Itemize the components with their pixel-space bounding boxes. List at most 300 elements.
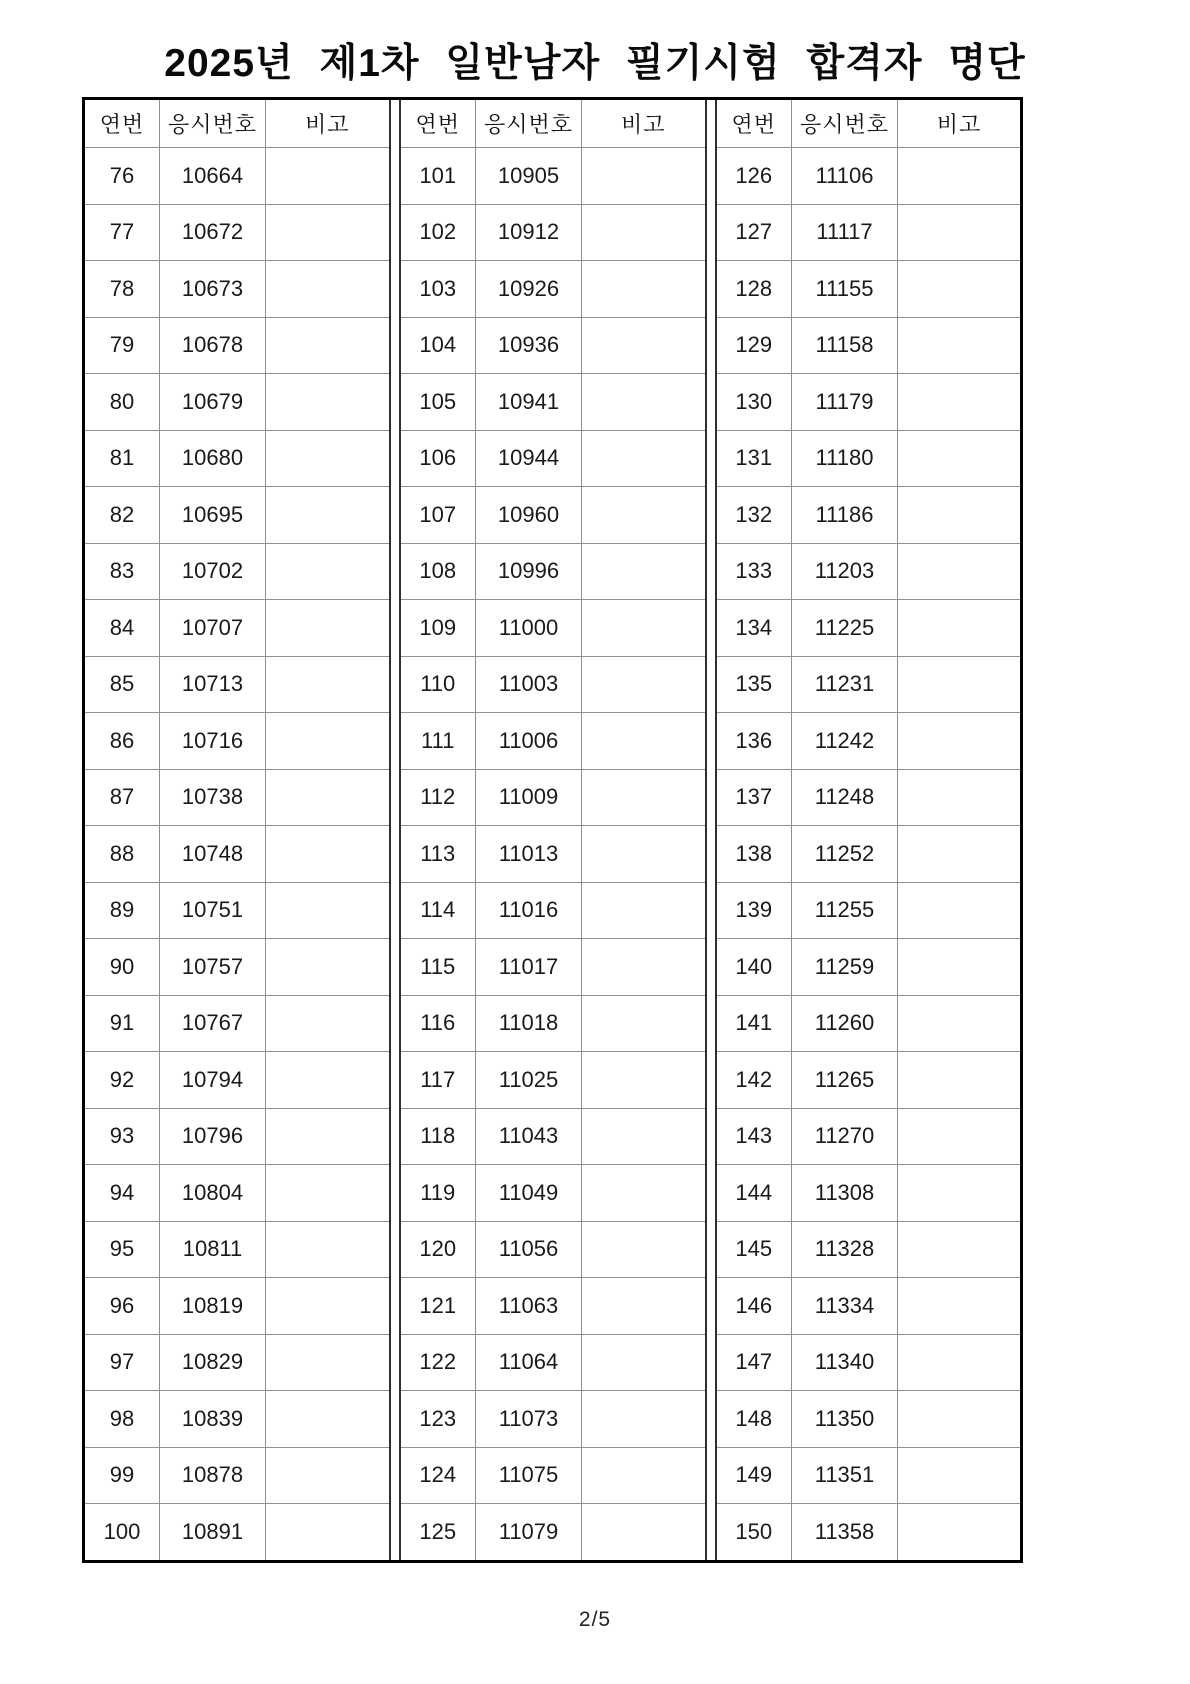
serial-cell: 87 <box>84 769 160 826</box>
remark-cell <box>266 882 390 939</box>
remark-cell <box>582 1391 706 1448</box>
remark-cell <box>582 826 706 883</box>
remark-cell <box>266 769 390 826</box>
remark-cell <box>898 1221 1022 1278</box>
group-divider <box>390 1108 400 1165</box>
remark-cell <box>582 600 706 657</box>
remark-cell <box>898 1504 1022 1562</box>
serial-cell: 91 <box>84 995 160 1052</box>
group-divider <box>390 374 400 431</box>
candidate-number-cell: 11117 <box>792 204 898 261</box>
candidate-number-cell: 11179 <box>792 374 898 431</box>
candidate-number-cell: 10891 <box>160 1504 266 1562</box>
serial-cell: 150 <box>716 1504 792 1562</box>
group-divider <box>706 487 716 544</box>
table-row <box>84 1052 1022 1109</box>
serial-cell: 100 <box>84 1504 160 1562</box>
remark-cell <box>582 1447 706 1504</box>
remark-cell <box>898 1391 1022 1448</box>
candidate-number-cell: 11075 <box>476 1447 582 1504</box>
group-divider <box>706 148 716 205</box>
remark-cell <box>582 543 706 600</box>
table-body <box>84 148 1022 1562</box>
group-divider <box>706 374 716 431</box>
page-title: 2025년 제1차 일반남자 필기시험 합격자 명단 <box>164 42 1026 85</box>
candidate-number-cell: 10960 <box>476 487 582 544</box>
candidate-number-cell: 11225 <box>792 600 898 657</box>
serial-cell: 92 <box>84 1052 160 1109</box>
serial-cell: 105 <box>400 374 476 431</box>
group-divider <box>706 995 716 1052</box>
serial-cell: 127 <box>716 204 792 261</box>
remark-cell <box>898 317 1022 374</box>
serial-cell: 76 <box>84 148 160 205</box>
serial-header: 연번 <box>84 99 160 148</box>
serial-cell: 117 <box>400 1052 476 1109</box>
serial-cell: 79 <box>84 317 160 374</box>
candidate-number-cell: 11203 <box>792 543 898 600</box>
serial-cell: 83 <box>84 543 160 600</box>
candidate-number-cell: 11155 <box>792 261 898 318</box>
table-row <box>84 1504 1022 1562</box>
remark-cell <box>582 656 706 713</box>
serial-cell: 112 <box>400 769 476 826</box>
table-row <box>84 317 1022 374</box>
serial-cell: 86 <box>84 713 160 770</box>
candidate-number-cell: 11064 <box>476 1334 582 1391</box>
group-divider <box>706 430 716 487</box>
remark-cell <box>582 1165 706 1222</box>
group-divider <box>390 1447 400 1504</box>
candidate-number-cell: 10941 <box>476 374 582 431</box>
serial-cell: 85 <box>84 656 160 713</box>
table-row <box>84 1165 1022 1222</box>
group-divider <box>706 204 716 261</box>
group-divider <box>706 939 716 996</box>
candidate-number-cell: 11252 <box>792 826 898 883</box>
serial-cell: 122 <box>400 1334 476 1391</box>
remark-header: 비고 <box>898 99 1022 148</box>
candidate-number-cell: 10944 <box>476 430 582 487</box>
remark-cell <box>582 430 706 487</box>
group-divider <box>706 1221 716 1278</box>
remark-cell <box>266 374 390 431</box>
remark-cell <box>582 1504 706 1562</box>
remark-cell <box>898 713 1022 770</box>
serial-cell: 121 <box>400 1278 476 1335</box>
serial-header: 연번 <box>716 99 792 148</box>
serial-cell: 146 <box>716 1278 792 1335</box>
candidate-number-cell: 10839 <box>160 1391 266 1448</box>
candidate-number-cell: 11242 <box>792 713 898 770</box>
candidate-number-cell: 11073 <box>476 1391 582 1448</box>
remark-cell <box>266 656 390 713</box>
remark-cell <box>266 1052 390 1109</box>
serial-cell: 125 <box>400 1504 476 1562</box>
group-divider <box>390 1391 400 1448</box>
candidate-number-cell: 11351 <box>792 1447 898 1504</box>
candidate-number-cell: 10996 <box>476 543 582 600</box>
candidate-number-cell: 11006 <box>476 713 582 770</box>
candidate-number-cell: 11018 <box>476 995 582 1052</box>
serial-cell: 82 <box>84 487 160 544</box>
table-row <box>84 826 1022 883</box>
candidate-number-cell: 10716 <box>160 713 266 770</box>
remark-cell <box>582 317 706 374</box>
table-row <box>84 713 1022 770</box>
remark-cell <box>898 204 1022 261</box>
remark-cell <box>266 487 390 544</box>
remark-header: 비고 <box>266 99 390 148</box>
table-row <box>84 939 1022 996</box>
group-divider <box>706 1052 716 1109</box>
candidate-number-cell: 11049 <box>476 1165 582 1222</box>
table-row <box>84 1447 1022 1504</box>
candidate-number-header: 응시번호 <box>160 99 266 148</box>
candidate-number-cell: 11248 <box>792 769 898 826</box>
remark-cell <box>266 1447 390 1504</box>
table-row <box>84 882 1022 939</box>
candidate-number-cell: 11017 <box>476 939 582 996</box>
serial-cell: 94 <box>84 1165 160 1222</box>
serial-cell: 80 <box>84 374 160 431</box>
serial-cell: 104 <box>400 317 476 374</box>
remark-header: 비고 <box>582 99 706 148</box>
candidate-number-cell: 11063 <box>476 1278 582 1335</box>
candidate-number-cell: 10878 <box>160 1447 266 1504</box>
serial-cell: 148 <box>716 1391 792 1448</box>
serial-cell: 123 <box>400 1391 476 1448</box>
candidate-number-cell: 11079 <box>476 1504 582 1562</box>
candidate-number-cell: 10819 <box>160 1278 266 1335</box>
remark-cell <box>582 374 706 431</box>
group-divider <box>390 543 400 600</box>
group-divider <box>706 826 716 883</box>
candidate-number-cell: 11013 <box>476 826 582 883</box>
serial-cell: 133 <box>716 543 792 600</box>
serial-cell: 116 <box>400 995 476 1052</box>
remark-cell <box>898 261 1022 318</box>
remark-cell <box>266 430 390 487</box>
table-row <box>84 1391 1022 1448</box>
remark-cell <box>898 148 1022 205</box>
group-divider <box>706 99 716 148</box>
group-divider <box>390 1334 400 1391</box>
candidate-number-cell: 10695 <box>160 487 266 544</box>
group-divider <box>706 261 716 318</box>
remark-cell <box>266 1221 390 1278</box>
group-divider <box>706 713 716 770</box>
remark-cell <box>898 1447 1022 1504</box>
candidate-number-cell: 11358 <box>792 1504 898 1562</box>
remark-cell <box>582 1052 706 1109</box>
pass-list-table <box>82 97 1023 1563</box>
group-divider <box>706 600 716 657</box>
remark-cell <box>266 600 390 657</box>
serial-cell: 81 <box>84 430 160 487</box>
candidate-number-cell: 11003 <box>476 656 582 713</box>
candidate-number-cell: 11043 <box>476 1108 582 1165</box>
candidate-number-cell: 11308 <box>792 1165 898 1222</box>
serial-cell: 90 <box>84 939 160 996</box>
remark-cell <box>266 204 390 261</box>
remark-cell <box>582 1278 706 1335</box>
group-divider <box>390 148 400 205</box>
remark-cell <box>266 317 390 374</box>
remark-cell <box>898 1278 1022 1335</box>
remark-cell <box>266 1278 390 1335</box>
serial-cell: 145 <box>716 1221 792 1278</box>
remark-cell <box>582 1108 706 1165</box>
remark-cell <box>266 995 390 1052</box>
group-divider <box>706 1278 716 1335</box>
remark-cell <box>582 939 706 996</box>
remark-cell <box>582 261 706 318</box>
remark-cell <box>898 1052 1022 1109</box>
remark-cell <box>266 1334 390 1391</box>
remark-cell <box>582 713 706 770</box>
serial-cell: 119 <box>400 1165 476 1222</box>
candidate-number-header: 응시번호 <box>792 99 898 148</box>
serial-cell: 114 <box>400 882 476 939</box>
group-divider <box>706 1504 716 1562</box>
table-row <box>84 995 1022 1052</box>
serial-cell: 131 <box>716 430 792 487</box>
group-divider <box>390 1165 400 1222</box>
table-row <box>84 1334 1022 1391</box>
serial-cell: 126 <box>716 148 792 205</box>
candidate-number-cell: 10936 <box>476 317 582 374</box>
serial-cell: 102 <box>400 204 476 261</box>
table-row <box>84 769 1022 826</box>
group-divider <box>390 1052 400 1109</box>
remark-cell <box>898 487 1022 544</box>
group-divider <box>390 826 400 883</box>
remark-cell <box>582 769 706 826</box>
table-row <box>84 430 1022 487</box>
candidate-number-cell: 10673 <box>160 261 266 318</box>
group-divider <box>390 317 400 374</box>
remark-cell <box>266 261 390 318</box>
candidate-number-cell: 11016 <box>476 882 582 939</box>
serial-cell: 113 <box>400 826 476 883</box>
serial-cell: 115 <box>400 939 476 996</box>
candidate-number-cell: 11350 <box>792 1391 898 1448</box>
serial-cell: 96 <box>84 1278 160 1335</box>
group-divider <box>390 769 400 826</box>
remark-cell <box>582 882 706 939</box>
candidate-number-cell: 10672 <box>160 204 266 261</box>
group-divider <box>390 261 400 318</box>
serial-cell: 120 <box>400 1221 476 1278</box>
remark-cell <box>582 995 706 1052</box>
serial-cell: 97 <box>84 1334 160 1391</box>
group-divider <box>390 939 400 996</box>
serial-cell: 132 <box>716 487 792 544</box>
group-divider <box>706 1334 716 1391</box>
serial-cell: 98 <box>84 1391 160 1448</box>
remark-cell <box>898 826 1022 883</box>
candidate-number-cell: 10794 <box>160 1052 266 1109</box>
serial-cell: 89 <box>84 882 160 939</box>
candidate-number-cell: 10804 <box>160 1165 266 1222</box>
group-divider <box>706 1447 716 1504</box>
candidate-number-cell: 10748 <box>160 826 266 883</box>
group-divider <box>706 656 716 713</box>
serial-cell: 135 <box>716 656 792 713</box>
candidate-number-cell: 10751 <box>160 882 266 939</box>
serial-cell: 136 <box>716 713 792 770</box>
table-row <box>84 374 1022 431</box>
remark-cell <box>582 1334 706 1391</box>
remark-cell <box>898 1108 1022 1165</box>
group-divider <box>390 656 400 713</box>
group-divider <box>390 995 400 1052</box>
serial-cell: 84 <box>84 600 160 657</box>
candidate-number-cell: 10738 <box>160 769 266 826</box>
candidate-number-cell: 10905 <box>476 148 582 205</box>
table-row <box>84 1221 1022 1278</box>
serial-cell: 111 <box>400 713 476 770</box>
table-row <box>84 204 1022 261</box>
candidate-number-cell: 11334 <box>792 1278 898 1335</box>
candidate-number-cell: 10678 <box>160 317 266 374</box>
candidate-number-cell: 10679 <box>160 374 266 431</box>
remark-cell <box>266 1504 390 1562</box>
serial-cell: 78 <box>84 261 160 318</box>
group-divider <box>390 487 400 544</box>
candidate-number-cell: 11000 <box>476 600 582 657</box>
candidate-number-cell: 10707 <box>160 600 266 657</box>
serial-cell: 103 <box>400 261 476 318</box>
table-row <box>84 656 1022 713</box>
remark-cell <box>266 148 390 205</box>
group-divider <box>390 99 400 148</box>
candidate-number-cell: 11259 <box>792 939 898 996</box>
candidate-number-cell: 10811 <box>160 1221 266 1278</box>
serial-cell: 95 <box>84 1221 160 1278</box>
remark-cell <box>898 769 1022 826</box>
candidate-number-cell: 10702 <box>160 543 266 600</box>
table-row <box>84 1108 1022 1165</box>
group-divider <box>706 769 716 826</box>
remark-cell <box>898 656 1022 713</box>
candidate-number-cell: 11009 <box>476 769 582 826</box>
header-row <box>84 99 1022 148</box>
group-divider <box>390 600 400 657</box>
candidate-number-header: 응시번호 <box>476 99 582 148</box>
remark-cell <box>898 600 1022 657</box>
page-number: 2/5 <box>578 1608 612 1631</box>
serial-cell: 142 <box>716 1052 792 1109</box>
table-row <box>84 487 1022 544</box>
serial-cell: 106 <box>400 430 476 487</box>
remark-cell <box>898 939 1022 996</box>
serial-cell: 149 <box>716 1447 792 1504</box>
candidate-number-cell: 10767 <box>160 995 266 1052</box>
candidate-number-cell: 11180 <box>792 430 898 487</box>
candidate-number-cell: 11260 <box>792 995 898 1052</box>
group-divider <box>390 882 400 939</box>
candidate-number-cell: 10757 <box>160 939 266 996</box>
remark-cell <box>266 826 390 883</box>
serial-cell: 134 <box>716 600 792 657</box>
group-divider <box>390 430 400 487</box>
remark-cell <box>582 148 706 205</box>
serial-cell: 107 <box>400 487 476 544</box>
candidate-number-cell: 11056 <box>476 1221 582 1278</box>
remark-cell <box>898 1165 1022 1222</box>
serial-cell: 128 <box>716 261 792 318</box>
candidate-number-cell: 10664 <box>160 148 266 205</box>
remark-cell <box>266 543 390 600</box>
remark-cell <box>898 1334 1022 1391</box>
table-row <box>84 600 1022 657</box>
candidate-number-cell: 11265 <box>792 1052 898 1109</box>
serial-cell: 108 <box>400 543 476 600</box>
serial-cell: 99 <box>84 1447 160 1504</box>
remark-cell <box>582 204 706 261</box>
remark-cell <box>898 882 1022 939</box>
serial-cell: 88 <box>84 826 160 883</box>
remark-cell <box>898 543 1022 600</box>
table-row <box>84 543 1022 600</box>
remark-cell <box>582 487 706 544</box>
group-divider <box>390 713 400 770</box>
serial-cell: 139 <box>716 882 792 939</box>
remark-cell <box>266 1108 390 1165</box>
serial-cell: 93 <box>84 1108 160 1165</box>
serial-cell: 137 <box>716 769 792 826</box>
serial-cell: 101 <box>400 148 476 205</box>
table-row <box>84 1278 1022 1335</box>
remark-cell <box>898 995 1022 1052</box>
remark-cell <box>266 939 390 996</box>
serial-cell: 118 <box>400 1108 476 1165</box>
group-divider <box>390 1504 400 1562</box>
remark-cell <box>582 1221 706 1278</box>
candidate-number-cell: 10713 <box>160 656 266 713</box>
group-divider <box>390 1278 400 1335</box>
group-divider <box>706 1108 716 1165</box>
table-row <box>84 261 1022 318</box>
candidate-number-cell: 11231 <box>792 656 898 713</box>
candidate-number-cell: 11328 <box>792 1221 898 1278</box>
serial-cell: 109 <box>400 600 476 657</box>
candidate-number-cell: 11255 <box>792 882 898 939</box>
serial-cell: 140 <box>716 939 792 996</box>
remark-cell <box>266 713 390 770</box>
candidate-number-cell: 10912 <box>476 204 582 261</box>
serial-cell: 129 <box>716 317 792 374</box>
candidate-number-cell: 11158 <box>792 317 898 374</box>
remark-cell <box>898 430 1022 487</box>
group-divider <box>390 1221 400 1278</box>
candidate-number-cell: 10796 <box>160 1108 266 1165</box>
group-divider <box>706 317 716 374</box>
serial-cell: 141 <box>716 995 792 1052</box>
group-divider <box>390 204 400 261</box>
remark-cell <box>266 1391 390 1448</box>
remark-cell <box>898 374 1022 431</box>
candidate-number-cell: 10829 <box>160 1334 266 1391</box>
table-row <box>84 148 1022 205</box>
serial-header: 연번 <box>400 99 476 148</box>
candidate-number-cell: 11340 <box>792 1334 898 1391</box>
serial-cell: 147 <box>716 1334 792 1391</box>
candidate-number-cell: 11025 <box>476 1052 582 1109</box>
candidate-number-cell: 11186 <box>792 487 898 544</box>
